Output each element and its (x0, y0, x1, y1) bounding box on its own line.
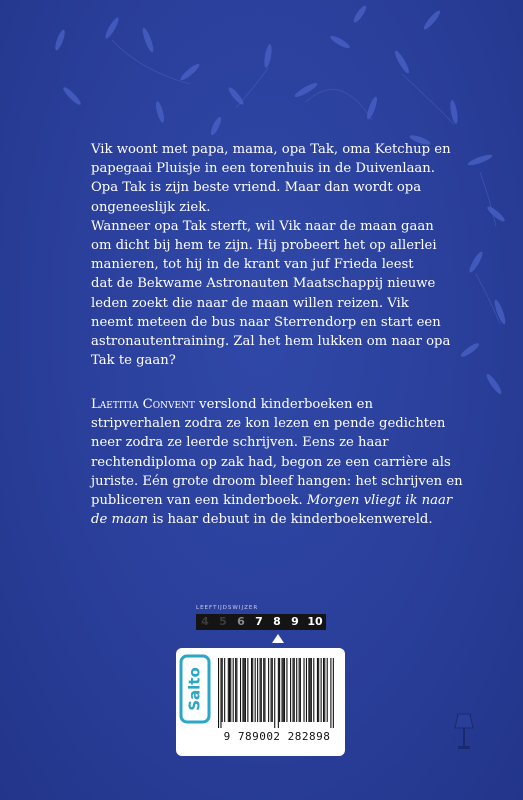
age-8: 8 (273, 615, 281, 628)
barcode-bar (327, 658, 328, 722)
age-guide-label: LEEFTIJDSWIJZER (196, 605, 259, 611)
barcode-bar (278, 658, 279, 728)
blurb-line: leden zoekt die naar de maan willen reizen. Vik (91, 295, 409, 311)
barcode-bar (306, 658, 307, 722)
barcode-bar (294, 658, 295, 722)
bio-line (91, 491, 471, 510)
barcode-bar (230, 658, 231, 722)
author-name: Laetitia Convent (91, 397, 195, 412)
barcode-bar (317, 658, 318, 722)
barcode-bar (260, 658, 261, 722)
logo-text: Salto (185, 667, 204, 711)
barcode-bar (323, 658, 324, 722)
barcode-bar (274, 658, 275, 728)
age-9: 9 (291, 615, 299, 628)
barcode-bar (281, 658, 282, 722)
barcode-bar (247, 658, 248, 722)
barcode-bar (300, 658, 301, 722)
blurb-line: dat de Bekwame Astronauten Maatschappij nieuwe (91, 276, 436, 292)
barcode-bar (240, 658, 241, 722)
isbn-number: 9 789002 282898 (223, 730, 331, 743)
barcode-bar (236, 658, 237, 722)
barcode-bar (286, 658, 287, 722)
author-bio (91, 395, 471, 529)
bio-text: verslond kinderboeken en (194, 397, 373, 412)
barcode-bar (244, 658, 245, 722)
blurb-line: Vik woont met papa, mama, opa Tak, oma Ketchup en (91, 142, 451, 157)
bio-text: is haar debuut in de kinderboekenwereld. (148, 512, 433, 528)
bio-line: rechtendiploma op zak had, begon ze een carrière als (91, 454, 451, 470)
bio-line (91, 510, 471, 529)
age-guide-scale (196, 614, 326, 630)
lamp-icon (454, 712, 474, 752)
bio-line: stripverhalen zodra ze kon lezen en pende gedichten (91, 416, 446, 432)
barcode-bar (296, 658, 297, 722)
age-7: 7 (255, 615, 263, 628)
barcode-panel (176, 648, 345, 756)
barcode-bar (229, 658, 230, 722)
barcode-bar (313, 658, 314, 722)
book-blurb (91, 140, 471, 370)
barcode-bar (245, 658, 246, 722)
barcode-bar (222, 658, 223, 722)
barcode-bar (311, 658, 312, 722)
bio-text: publiceren van een kinderboek. (91, 493, 303, 509)
age-10: 10 (307, 615, 323, 628)
barcode-bar (263, 658, 264, 722)
barcode-bar (290, 658, 291, 722)
barcode-bar (255, 658, 256, 722)
barcode-bar (292, 658, 293, 722)
barcode-bar (333, 658, 334, 728)
blurb-line: Wanneer opa Tak sterft, wil Vik naar de maan gaan (91, 218, 434, 234)
barcode-bar (251, 658, 252, 722)
age-4: 4 (201, 615, 209, 628)
barcode-bar (264, 658, 265, 722)
barcode-bar (261, 658, 262, 722)
blurb-line: astronautentraining. Zal het hem lukken om naar opa (91, 334, 451, 350)
book-title: Morgen vliegt ik naar (306, 493, 453, 509)
bio-line: neer zodra ze leerde schrijven. Eens ze haar (91, 435, 389, 451)
age-5: 5 (219, 615, 227, 628)
barcode-bar (308, 658, 309, 722)
barcode-bar (324, 658, 325, 722)
barcode-bar (224, 658, 225, 722)
blurb-line: Opa Tak is zijn beste vriend. Maar dan wordt opa (91, 180, 422, 196)
book-title: de maan (91, 512, 149, 528)
age-6: 6 (237, 615, 245, 628)
barcode-bar (318, 658, 319, 722)
barcode-bar (233, 658, 234, 722)
barcode-bar (321, 658, 322, 722)
blurb-line: ongeneeslijk ziek. (91, 199, 211, 215)
barcode-bar (257, 658, 258, 722)
barcode-bar (235, 658, 236, 722)
blurb-line: neemt meteen de bus naar Sterrendorp en start een (91, 314, 441, 330)
blurb-line: manieren, tot hij in de krant van juf Frieda leest (91, 257, 414, 273)
barcode-bar (310, 658, 311, 722)
barcode-bar (303, 658, 304, 722)
age-pointer-icon (272, 634, 284, 643)
barcode (218, 658, 334, 728)
barcode-bar (330, 658, 331, 728)
barcode-bar (272, 658, 273, 722)
barcode-bar (268, 658, 269, 722)
barcode-bar (283, 658, 284, 722)
barcode-bar (279, 658, 280, 722)
barcode-bar (218, 658, 219, 728)
barcode-bar (284, 658, 285, 722)
blurb-line: Tak te gaan? (91, 353, 176, 369)
barcode-bar (242, 658, 243, 722)
bio-line: juriste. Eén grote droom bleef hangen: het schrijven en (91, 473, 463, 489)
bio-line (91, 395, 471, 414)
barcode-bar (252, 658, 253, 722)
barcode-bar (299, 658, 300, 722)
barcode-bar (271, 658, 272, 722)
barcode-bar (220, 658, 221, 728)
blurb-line: papegaai Pluisje in een torenhuis in de Duivenlaan. (91, 161, 435, 177)
blurb-line: om dicht bij hem te zijn. Hij probeert het op allerlei (91, 238, 437, 254)
barcode-bar (228, 658, 229, 722)
salto-logo (179, 654, 211, 724)
